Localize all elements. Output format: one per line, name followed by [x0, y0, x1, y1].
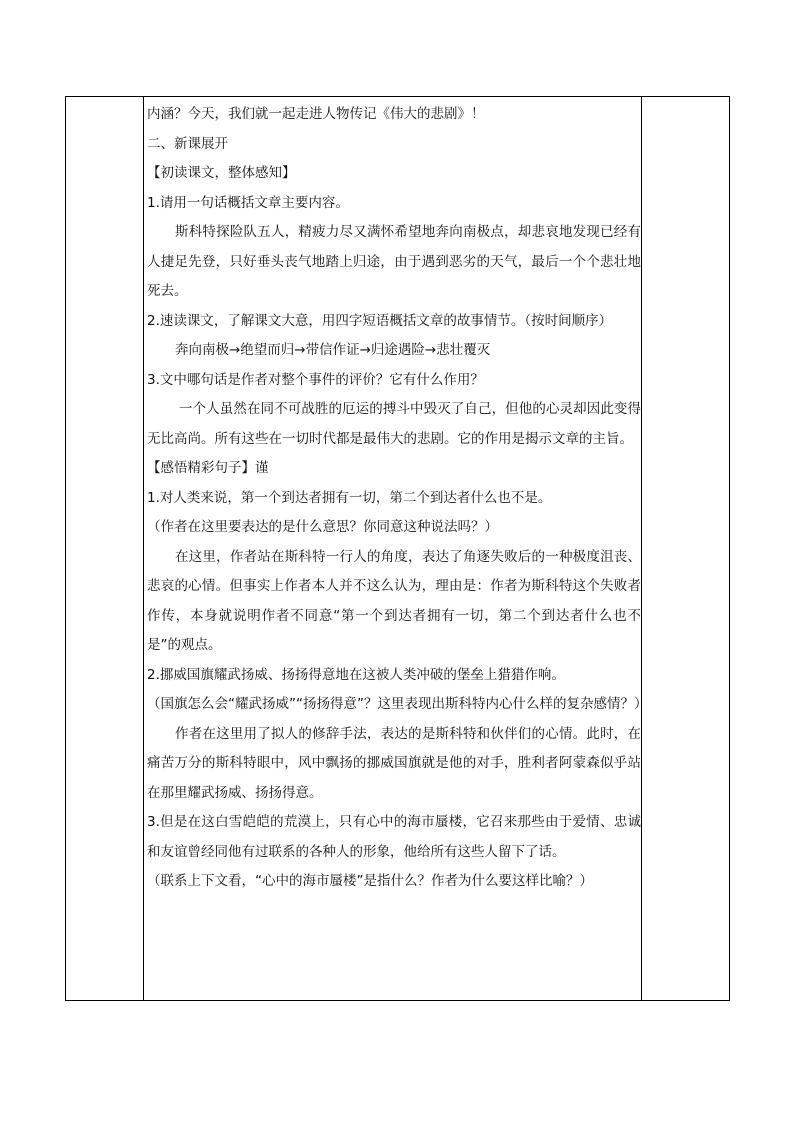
question-3: 3.文中哪句话是作者对整个事件的评价？它有什么作用？ [147, 371, 484, 388]
question-2: 2.速读课文，了解课文大意，用四字短语概括文章的故事情节。（按时间顺序） [147, 312, 613, 329]
sentence-3-question: （联系上下文看，“心中的海市蜃楼”是指什么？作者为什么要这样比喻？） [147, 873, 593, 889]
sentence-2: 2.挪威国旗耀武扬威、扬扬得意地在这被人类冲破的堡垒上猎猎作响。 [147, 666, 565, 683]
answer-1: 斯科特探险队五人，精疲力尽又满怀希望地奔向南极点，却悲哀地发现已经有人捷足先登，只好垂头丧气地踏上归途，由于遇到恶劣的天气，最后一个个悲壮地死去。 [147, 224, 641, 299]
lesson-content [147, 100, 648, 897]
answer-2: 奔向南极→绝望而归→带信作证→归途遇险→悲壮覆灭 [175, 342, 491, 358]
subsection-heading-reading: 【初读课文，整体感知】 [147, 165, 296, 181]
sentence-2-answer: 作者在这里用了拟人的修辞手法，表达的是斯科特和伙伴们的心情。此时，在痛苦万分的斯科特眼中，风中飘扬的挪威国旗就是他的对手，胜利者阿蒙森似乎站在那里耀武扬威、扬扬得意。 [147, 725, 641, 801]
sentence-1-question: （作者在这里要表达的是什么意思？你同意这种说法吗？） [147, 519, 498, 535]
sentence-1-answer: 在这里，作者站在斯科特一行人的角度，表达了角逐失败后的一种极度沮丧、悲哀的心情。但事实上作者本人并不这么认为，理由是：作者为斯科特这个失败者作传，本身就说明作者不同意“第一个到达者拥有一切，第二个到达者什么也不是”的观点。 [147, 548, 641, 653]
question-1: 1.请用一句话概括文章主要内容。 [147, 194, 349, 211]
sentence-1: 1.对人类来说，第一个到达者拥有一切，第二个到达者什么也不是。 [147, 489, 552, 506]
section-heading: 二、新课展开 [147, 135, 228, 152]
sentence-3: 3.但是在这白雪皑皑的荒漠上，只有心中的海市蜃楼，它召来那些由于爱情、忠诚和友谊曾经同他有过联系的各种人的形象，他给所有这些人留下了话。 [147, 814, 641, 860]
table-divider-left [143, 97, 144, 1000]
table-divider-right [641, 97, 642, 1000]
answer-3: 一个人虽然在同不可战胜的厄运的搏斗中毁灭了自己，但他的心灵却因此变得无比高尚。所有这些在一切时代都是最伟大的悲剧。它的作用是揭示文章的主旨。 [147, 401, 641, 447]
intro-line: 内涵？今天，我们就一起走进人物传记《伟大的悲剧》！ [147, 106, 485, 122]
sentence-2-question: （国旗怎么会“耀武扬威”“扬扬得意”？这里表现出斯科特内心什么样的复杂感情？） [147, 696, 648, 712]
subsection-heading-sentences: 【感悟精彩句子】谨 [147, 460, 269, 476]
